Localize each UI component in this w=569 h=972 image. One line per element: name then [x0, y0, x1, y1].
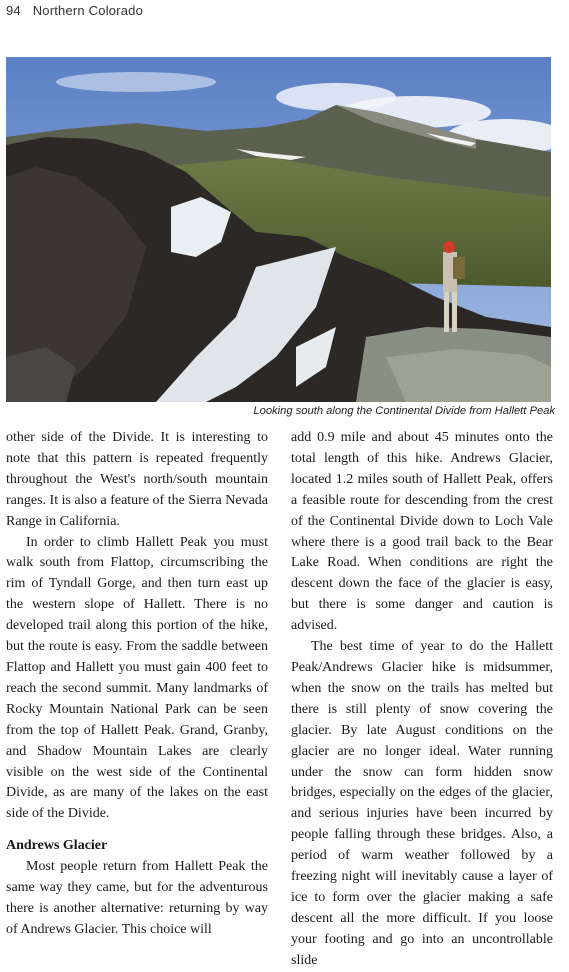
section-heading: Andrews Glacier [6, 838, 108, 854]
photo-caption: Looking south along the Continental Divide from Hallett Peak [253, 405, 555, 417]
paragraph: The best time of year to do the Hallett Peak/Andrews Glacier hike is midsummer, when the snow on the trails has melted but there is still plenty of snow covering the glacier. By late August conditions on the glacier are no longer ideal. Water running under the snow can form hidden snow bridges, especially on the edges of the glacier, and serious injuries have been incurred by people falling through these bridges. Also, a period of warm weather followed by a freezing night will inevitably cause a layer of ice to form over the glacier making a safe descent all the more difficult. If you loose your footing and go into an uncontrollable slide [291, 639, 553, 968]
paragraph: other side of the Divide. It is interesting to note that this pattern is repeated frequently throughout the West's north/south mountain ranges. It is also a feature of the Sierra Nevada Range in California. [6, 430, 268, 529]
mountain-photo [6, 57, 551, 402]
running-header [6, 3, 143, 18]
paragraph: In order to climb Hallett Peak you must walk south from Flattop, circumscribing the rim of Tyndall Gorge, and then turn east up the western slope of Hallett. There is no developed trail along this portion of the hike, but the route is easy. From the saddle between Flattop and Hallett you must gain 400 feet to reach the second summit. Many landmarks of Rocky Mountain National Park can be seen from the top of Hallett Peak. Grand, Granby, and Shadow Mountain Lakes are clearly visible on the west side of the Continental Divide, as are many of the lakes on the east side of the Divide. [6, 534, 268, 822]
paragraph: add 0.9 mile and about 45 minutes onto the total length of this hike. Andrews Glacier, located 1.2 miles south of Hallett Peak, offers a feasible route for descending from the crest of the Continental Divide down to Loch Vale where there is a good trail back to the Bear Lake Road. When conditions are right the descent down the face of the glacier is easy, but there is some danger and caution is advised. [291, 430, 553, 634]
page-number: 94 [6, 3, 21, 18]
running-title: Northern Colorado [32, 3, 144, 18]
left-column [6, 428, 268, 941]
paragraph: Most people return from Hallett Peak the same way they came, but for the adventurous there is another alternative: returning by way of Andrews Glacier. This choice will [6, 859, 268, 937]
right-column [291, 428, 553, 972]
